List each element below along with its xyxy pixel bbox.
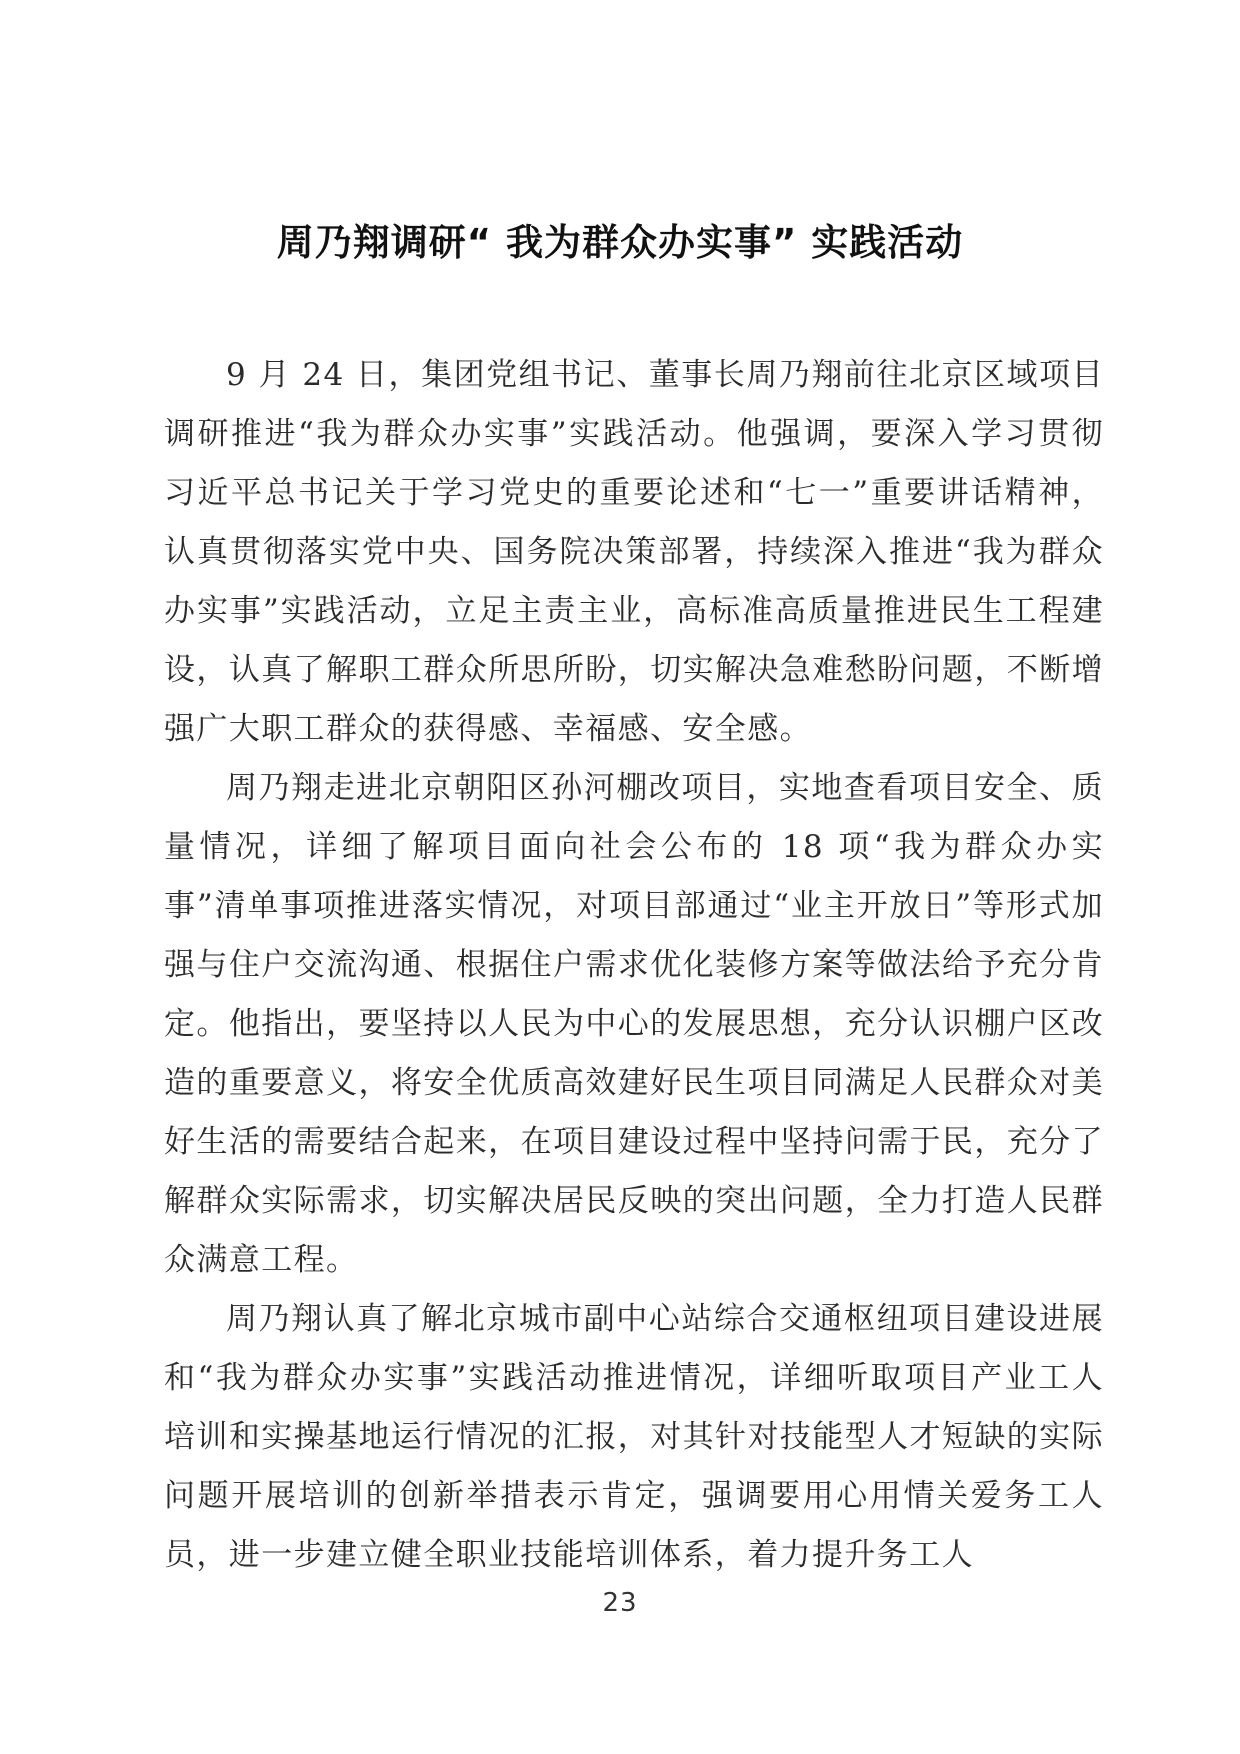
article-body (164, 346, 1104, 1585)
paragraph: 周乃翔认真了解北京城市副中心站综合交通枢纽项目建设进展和“我为群众办实事”实践活动推进情况，详细听取项目产业工人培训和实操基地运行情况的汇报，对其针对技能型人才短缺的实际问题开展培训的创新举措表示肯定，强调要用心用情关爱务工人员，进一步建立健全职业技能培训体系，着力提升务工人 (164, 1301, 1104, 1573)
paragraph: 周乃翔走进北京朝阳区孙河棚改项目，实地查看项目安全、质量情况，详细了解项目面向社会公布的 18 项“我为群众办实事”清单事项推进落实情况，对项目部通过“业主开放日”等形式加强与住户交流沟通、根据住户需求优化装修方案等做法给予充分肯定。他指出，要坚持以人民为中心的发展思想，充分认识棚户区改造的重要意义，将安全优质高效建好民生项目同满足人民群众对美好生活的需要结合起来，在项目建设过程中坚持问需于民，充分了解群众实际需求，切实解决居民反映的突出问题，全力打造人民群众满意工程。 (164, 770, 1104, 1278)
paragraph: 9 月 24 日，集团党组书记、董事长周乃翔前往北京区域项目调研推进“我为群众办实事”实践活动。他强调，要深入学习贯彻习近平总书记关于学习党史的重要论述和“七一”重要讲话精神，认真贯彻落实党中央、国务院决策部署，持续深入推进“我为群众办实事”实践活动，立足主责主业，高标准高质量推进民生工程建设，认真了解职工群众所思所盼，切实解决急难愁盼问题，不断增强广大职工群众的获得感、幸福感、安全感。 (164, 357, 1104, 747)
page-number: 23 (602, 1588, 638, 1618)
article-title: 周乃翔调研“ 我为群众办实事” 实践活动 (276, 221, 964, 264)
